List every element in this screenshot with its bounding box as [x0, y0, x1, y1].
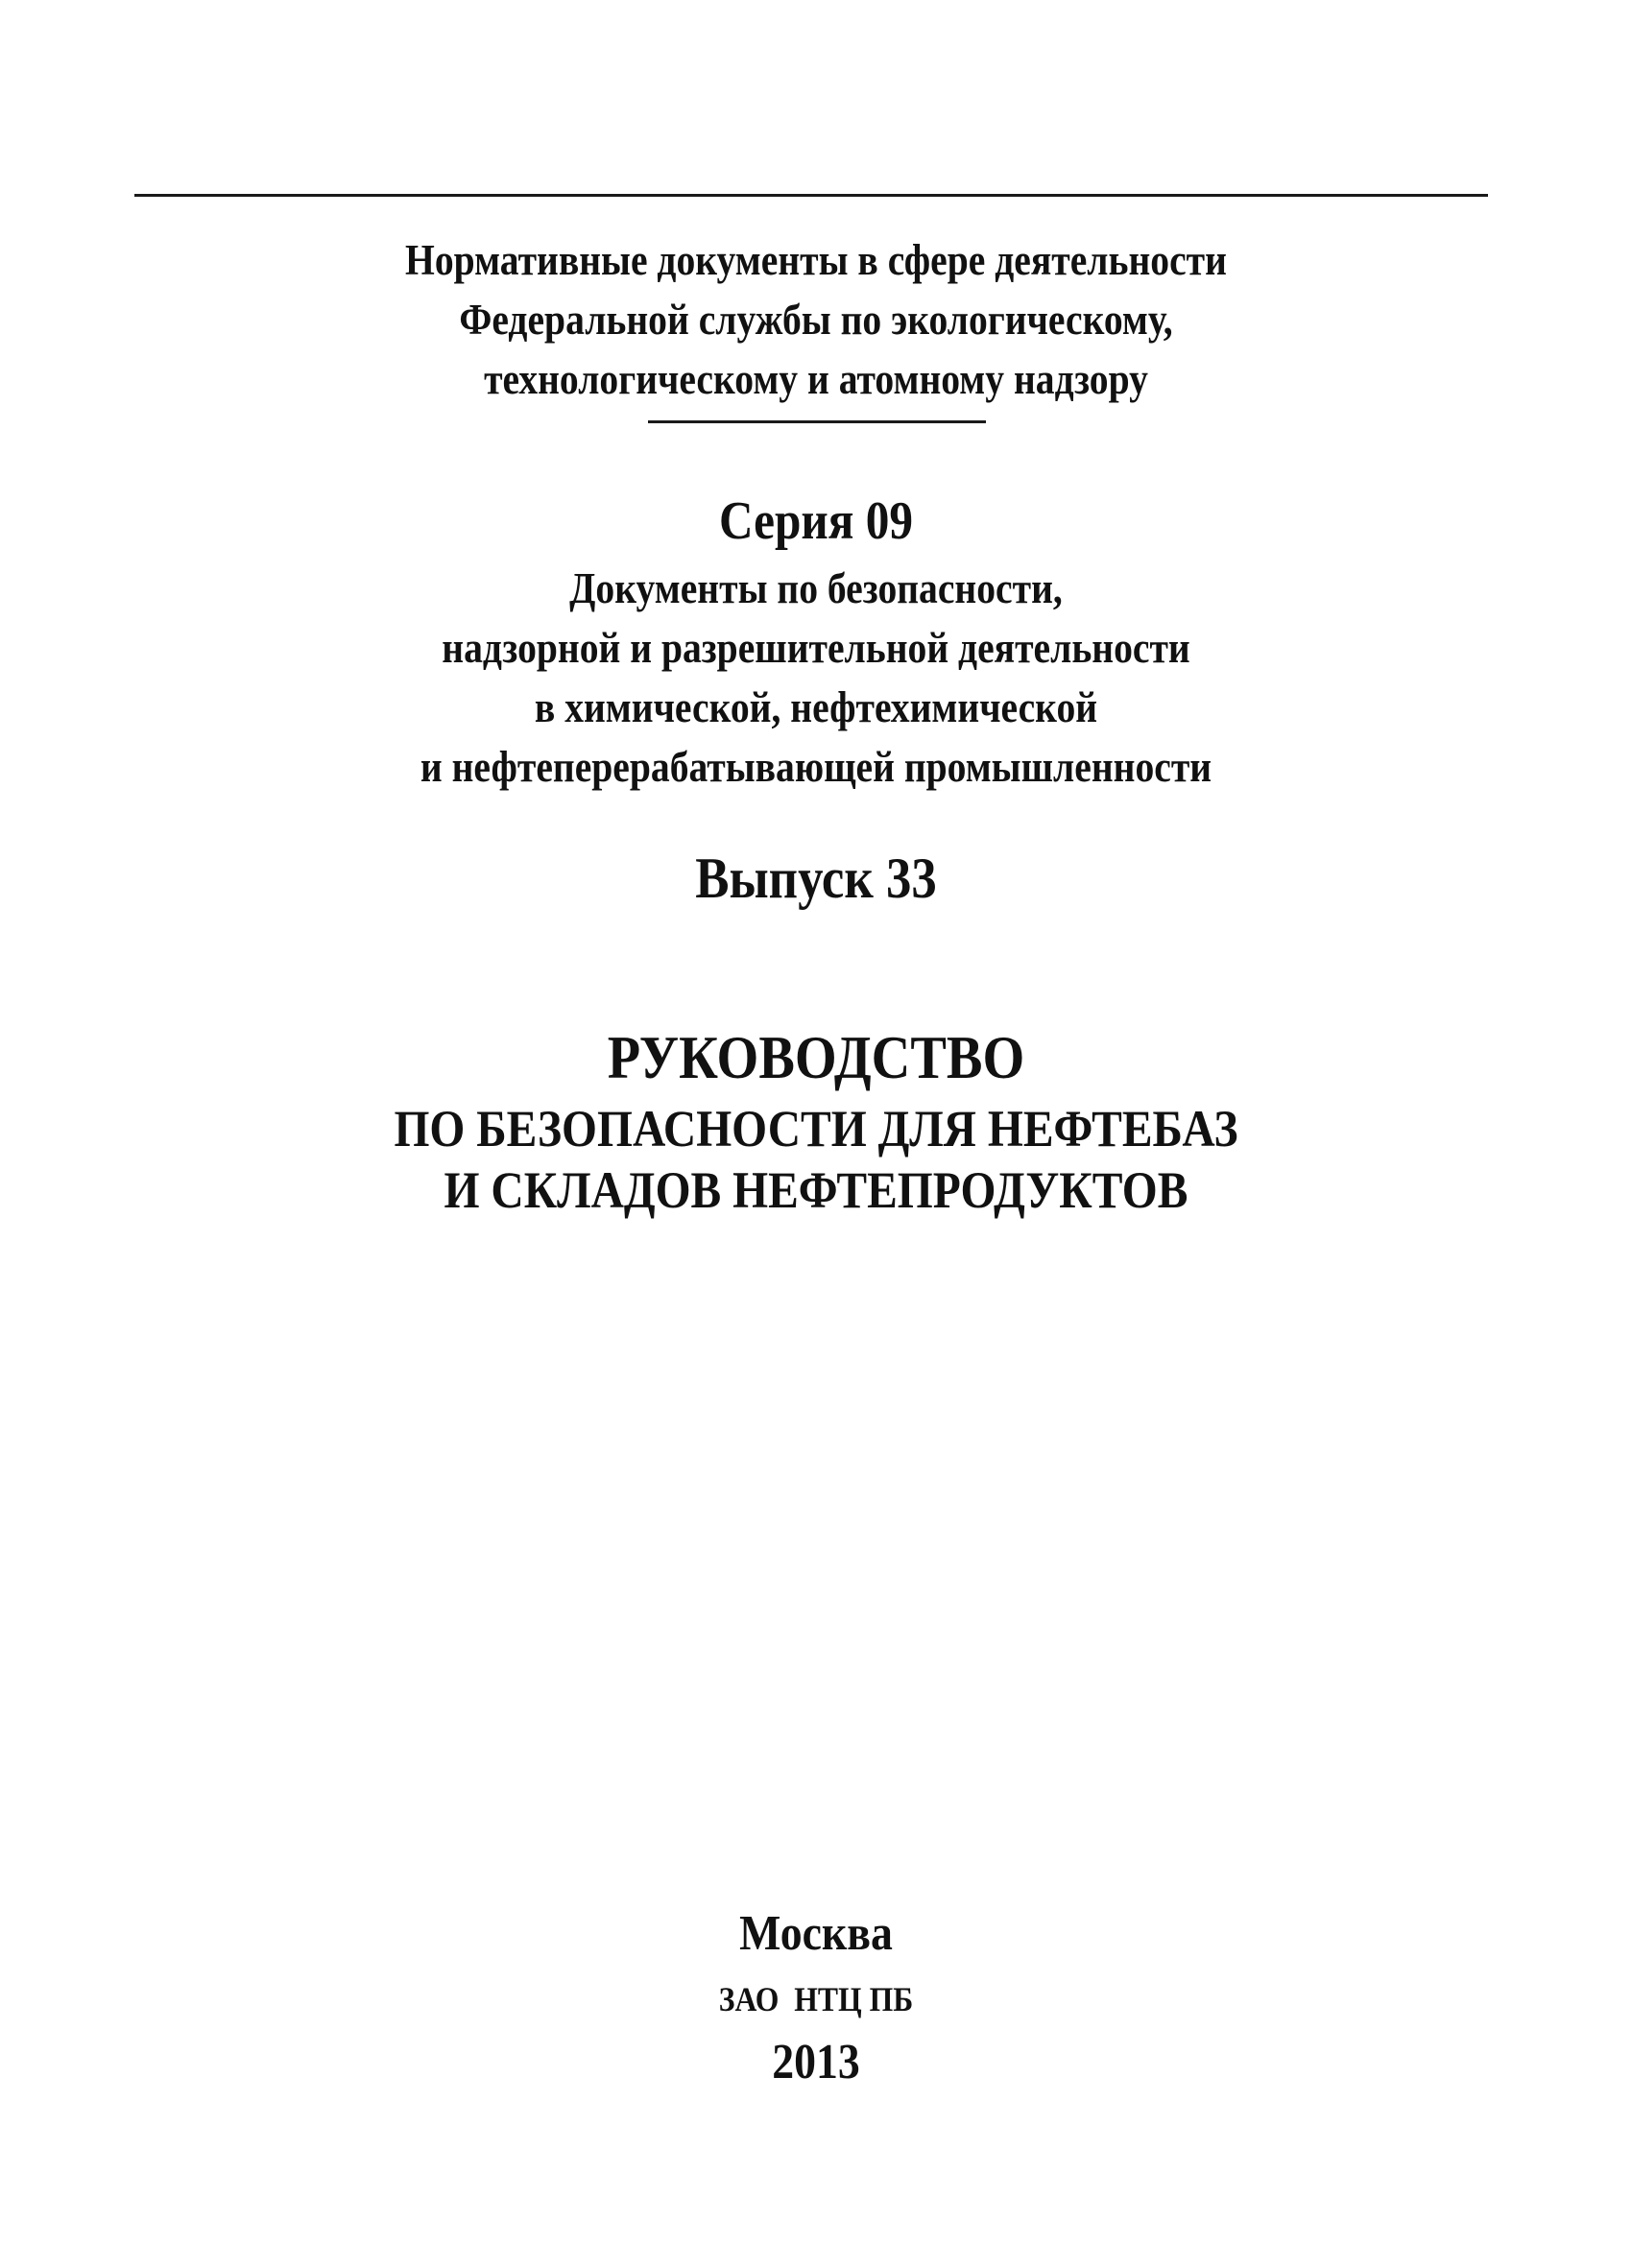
series-description-line: и нефтеперерабатывающей промышленности [420, 743, 1212, 791]
header-block [98, 230, 1534, 409]
issue-label-text: Выпуск 33 [695, 847, 937, 910]
top-rule [134, 194, 1488, 197]
imprint-year [98, 2033, 1534, 2092]
series-description-line: Документы по безопасности, [569, 564, 1063, 612]
imprint-year-text: 2013 [772, 2035, 860, 2089]
series-title [98, 488, 1534, 555]
issue-label [98, 843, 1534, 914]
imprint-publisher-text: ЗАО НТЦ ПБ [718, 1980, 914, 2018]
header-line: Нормативные документы в сфере деятельности [405, 236, 1227, 284]
document-title [98, 1025, 1534, 1090]
header-line: технологическому и атомному надзору [484, 355, 1148, 403]
series-title-text: Серия 09 [718, 491, 914, 551]
document-subtitle [98, 1098, 1534, 1221]
document-subtitle-line: ПО БЕЗОПАСНОСТИ ДЛЯ НЕФТЕБАЗ [394, 1100, 1238, 1158]
divider-rule [648, 420, 986, 423]
imprint-publisher [98, 1977, 1534, 2021]
header-line: Федеральной службы по экологическому, [459, 296, 1173, 344]
series-description [98, 559, 1534, 797]
series-description-line: в химической, нефтехимической [534, 683, 1098, 731]
document-subtitle-line: И СКЛАДОВ НЕФТЕПРОДУКТОВ [444, 1161, 1188, 1219]
imprint-city-text: Москва [739, 1906, 893, 1961]
series-description-line: надзорной и разрешительной деятельности [442, 624, 1190, 672]
document-title-text: РУКОВОДСТВО [607, 1023, 1025, 1091]
imprint-city [98, 1904, 1534, 1964]
